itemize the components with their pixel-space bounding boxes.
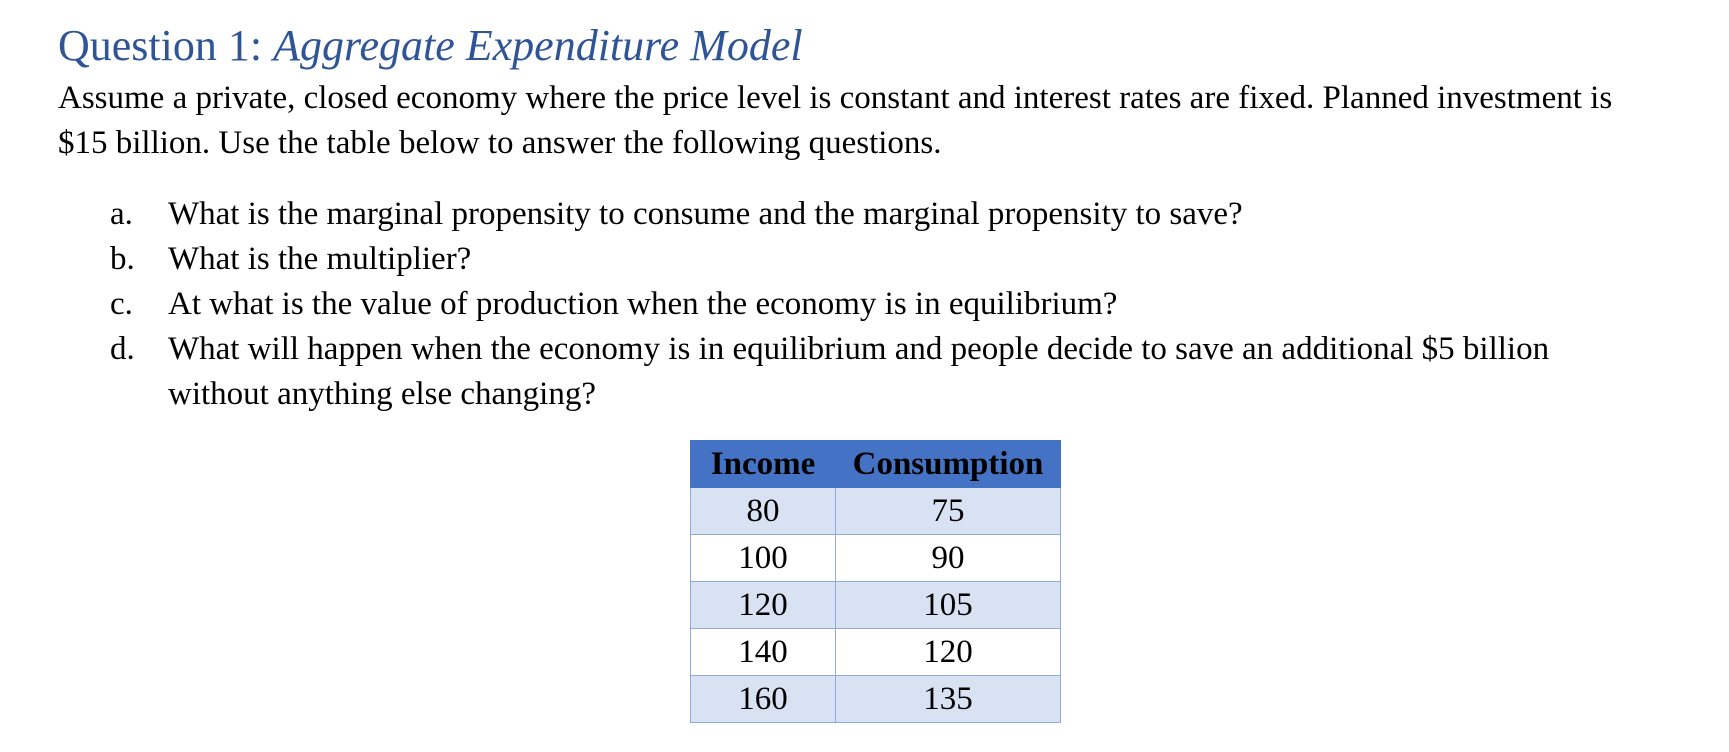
question-marker: b. [110,241,135,277]
income-cell: 100 [691,535,836,582]
table-row [691,535,1061,582]
question-marker: a. [110,196,133,232]
income-cell: 160 [691,676,836,723]
consumption-cell: 135 [836,676,1061,723]
income-cell: 140 [691,629,836,676]
question-text: What is the marginal propensity to consume and the marginal propensity to save? [168,196,1243,232]
question-item-a [58,192,1638,237]
consumption-cell: 105 [836,582,1061,629]
table-row [691,488,1061,535]
income-cell: 120 [691,582,836,629]
column-header-consumption: Consumption [836,441,1061,488]
question-title-topic: Aggregate Expenditure Model [273,21,803,70]
question-marker: d. [110,331,135,367]
question-text: What is the multiplier? [168,241,472,277]
question-title [58,18,1698,74]
income-consumption-table [690,440,1061,723]
question-title-prefix: Question 1: [58,21,274,70]
table-row [691,629,1061,676]
question-text: What will happen when the economy is in equilibrium and people decide to save an additional $5 billion without anything else changing? [168,331,1550,412]
question-item-c [58,282,1638,327]
question-item-d [58,327,1638,417]
document [58,18,1698,417]
column-header-income: Income [691,441,836,488]
question-list [58,192,1698,417]
consumption-cell: 120 [836,629,1061,676]
table-row [691,676,1061,723]
income-consumption-table-wrapper [690,440,1061,723]
question-item-b [58,237,1638,282]
income-cell: 80 [691,488,836,535]
table-header-row [691,441,1061,488]
question-marker: c. [110,286,133,322]
consumption-cell: 75 [836,488,1061,535]
table-row [691,582,1061,629]
consumption-cell: 90 [836,535,1061,582]
intro-paragraph: Assume a private, closed economy where the price level is constant and interest rates are fixed. Planned investment is $15 billion. Use the table below to answer the following questions. [58,80,1613,161]
question-text: At what is the value of production when the economy is in equilibrium? [168,286,1118,322]
